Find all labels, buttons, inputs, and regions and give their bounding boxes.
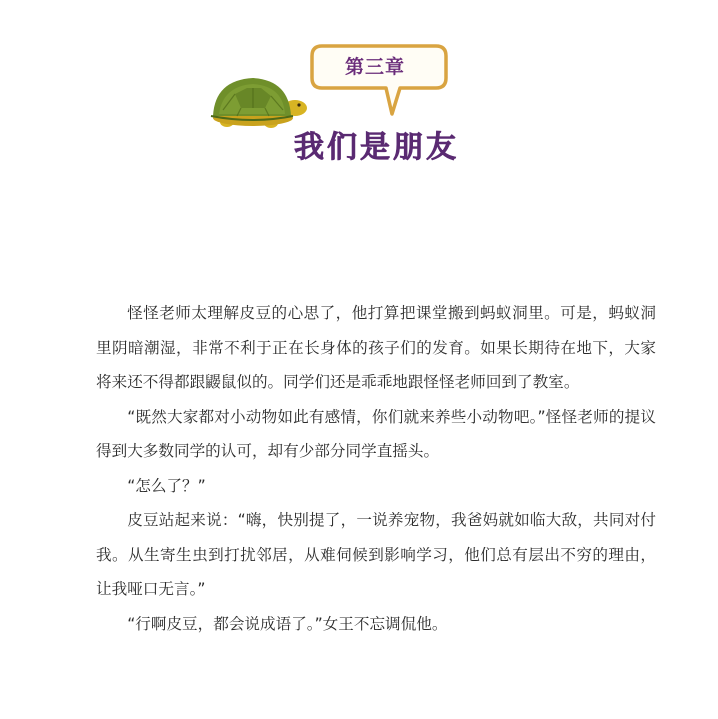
paragraph: 皮豆站起来说：“嗨，快别提了，一说养宠物，我爸妈就如临大敌，共同对付我。从生寄生虫到打扰邻居，从难伺候到影响学习，他们总有层出不穷的理由，让我哑口无言。”: [96, 511, 656, 598]
paragraph: “行啊皮豆，都会说成语了。”女王不忘调侃他。: [127, 614, 448, 633]
paragraph: 怪怪老师太理解皮豆的心思了，他打算把课堂搬到蚂蚁洞里。可是，蚂蚁洞里阴暗潮湿，非常不利于正在长身体的孩子们的发育。如果长期待在地下，大家将来还不得都跟鼹鼠似的。同学们还是乖乖地跟怪怪老师回到了教室。: [96, 304, 656, 391]
paragraph: “既然大家都对小动物如此有感情，你们就来养些小动物吧。”怪怪老师的提议得到大多数同学的认可，却有少部分同学直摇头。: [96, 407, 656, 460]
chapter-body: [96, 296, 656, 641]
chapter-title: 我们是朋友: [294, 130, 459, 165]
paragraph: “怎么了？”: [127, 476, 206, 495]
chapter-label: 第三章: [344, 56, 405, 78]
